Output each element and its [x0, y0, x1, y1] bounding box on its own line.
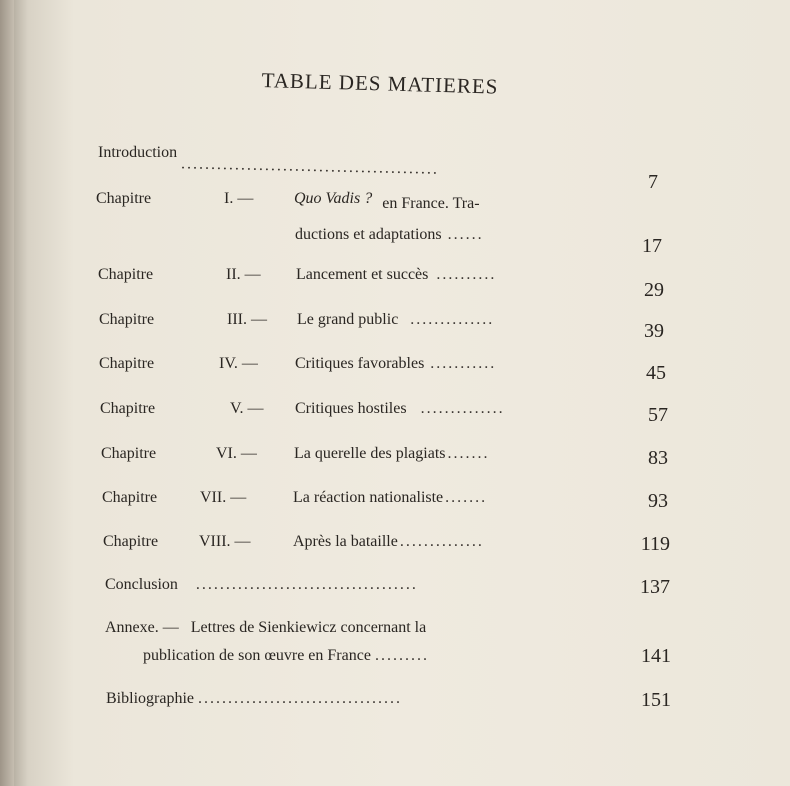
chapter-numeral: VIII. —	[199, 533, 251, 550]
toc-entry-annexe-line2	[143, 647, 429, 665]
toc-entry-chapter-2	[98, 266, 496, 284]
entry-title: Le grand public	[297, 311, 399, 328]
toc-entry-chapter-1	[96, 190, 480, 212]
entry-title-line2: ductions et adaptations	[295, 226, 442, 243]
entry-title-line2: publication de son œuvre en France	[143, 647, 371, 664]
entry-label: Chapitre	[98, 266, 154, 283]
chapter-numeral: VI. —	[216, 445, 257, 462]
leader-dots: ...........	[430, 355, 497, 372]
entry-label: Chapitre	[102, 489, 158, 506]
page-number: 151	[641, 689, 671, 711]
italic-title: Quo Vadis ?	[294, 190, 373, 207]
page-number: 29	[644, 279, 664, 301]
entry-label: Annexe. —	[105, 619, 179, 636]
page-title: TABLE DES MATIERES	[261, 68, 499, 99]
page-number: 137	[640, 576, 670, 598]
toc-entry-chapter-7	[102, 489, 487, 507]
leader-dots: ..................................	[197, 690, 402, 707]
toc-entry-chapter-1-line2	[295, 226, 484, 244]
leader-dots: ..............	[399, 533, 484, 550]
entry-title: La réaction nationaliste	[293, 489, 444, 506]
leader-dots: ..........	[436, 266, 497, 283]
page-number: 141	[641, 645, 671, 667]
page-number: 83	[648, 447, 668, 469]
chapter-numeral: VII. —	[200, 489, 247, 506]
page-number: 45	[646, 362, 666, 384]
entry-label: Chapitre	[99, 311, 155, 328]
entry-label: Bibliographie	[106, 690, 194, 707]
toc-entry-annexe	[105, 619, 426, 637]
toc-entry-bibliographie	[106, 690, 402, 708]
entry-title: Lancement et succès	[296, 266, 429, 283]
leader-dots: ...........................................	[180, 155, 440, 178]
entry-label: Introduction	[98, 144, 178, 161]
entry-label: Chapitre	[101, 445, 157, 462]
leader-dots: ......	[447, 226, 484, 243]
entry-title: Critiques favorables	[295, 355, 425, 372]
entry-title-line1: Lettres de Sienkiewicz concernant la	[190, 619, 427, 636]
page-number: 93	[648, 490, 668, 512]
leader-dots: .........	[374, 647, 429, 664]
leader-dots: ..............	[410, 311, 495, 328]
chapter-numeral: II. —	[226, 266, 261, 283]
leader-dots: .....................................	[195, 576, 418, 593]
chapter-numeral: V. —	[230, 400, 264, 417]
entry-title-line1: en France. Tra-	[382, 195, 480, 212]
toc-entry-chapter-8	[103, 533, 484, 551]
entry-label: Conclusion	[105, 576, 178, 593]
leader-dots: ..............	[420, 400, 505, 417]
chapter-numeral: III. —	[227, 311, 267, 328]
entry-title: Après la bataille	[293, 533, 398, 550]
leader-dots: .......	[445, 489, 488, 506]
page-number: 57	[648, 404, 668, 426]
entry-title: Critiques hostiles	[295, 400, 407, 417]
page-number: 17	[642, 235, 662, 257]
page-number: 7	[648, 171, 658, 193]
entry-label: Chapitre	[100, 400, 156, 417]
toc-entry-chapter-6	[101, 445, 490, 463]
page-number: 39	[644, 320, 664, 342]
leader-dots: .......	[447, 445, 490, 462]
page-number: 119	[640, 533, 670, 555]
chapter-numeral: I. —	[224, 190, 254, 207]
toc-entry-chapter-5	[100, 400, 505, 418]
entry-label: Chapitre	[99, 355, 155, 372]
toc-entry-chapter-3	[99, 311, 494, 329]
chapter-numeral: IV. —	[219, 355, 258, 372]
entry-title: La querelle des plagiats	[294, 445, 446, 462]
toc-entry-chapter-4	[99, 355, 496, 373]
entry-label: Chapitre	[103, 533, 159, 550]
entry-label: Chapitre	[96, 190, 152, 207]
toc-entry-conclusion	[105, 576, 418, 594]
toc-entry-introduction	[98, 144, 440, 178]
